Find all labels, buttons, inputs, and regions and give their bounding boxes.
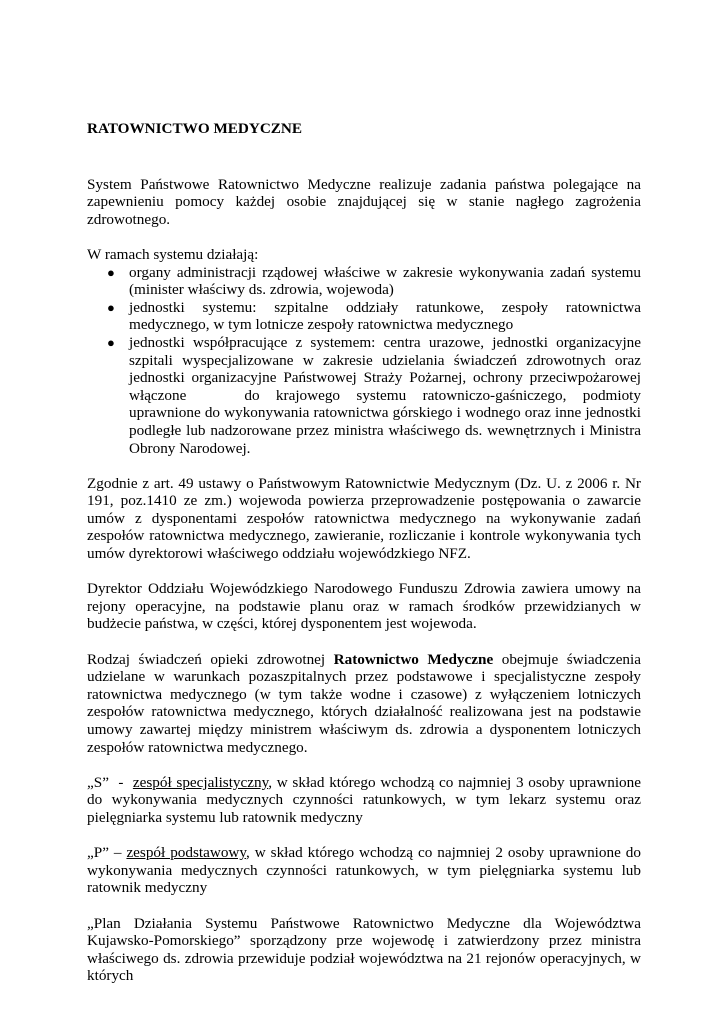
service-kind-text-start: Rodzaj świadczeń opieki zdrowotnej	[87, 650, 334, 668]
list-item	[87, 334, 641, 457]
team-p-prefix: „P” –	[87, 844, 127, 862]
system-units-list	[87, 264, 641, 458]
list-item-text-continued: do krajowego systemu ratowniczo-gaśniczego, podmioty uprawnione do wykonywania ratownictwa górskiego i wodnego oraz inne jednostki podległe lub nadzorowane przez ministra właściwego ds. wewnętrznych i Ministra Obrony Narodowej.	[129, 386, 641, 457]
service-kind-paragraph	[87, 651, 641, 757]
team-p-paragraph	[87, 844, 641, 897]
list-item-text: organy administracji rządowej właściwe w zakresie wykonywania zadań systemu (minister właściwy ds. zdrowia, wojewoda)	[129, 263, 641, 299]
team-p-description: , w skład którego wchodzą co najmniej 2 osoby uprawnione do wykonywania medycznych czynności ratunkowych, w tym pielęgniarka systemu lub ratownik medyczny	[87, 844, 641, 897]
bullet-icon: ●	[107, 264, 115, 280]
list-item	[87, 264, 641, 299]
document-body	[87, 120, 641, 1003]
list-item-text: jednostki współpracujące z systemem: centra urazowe, jednostki organizacyjne szpitali wyspecjalizowane w zakresie udzielania świadczeń zdrowotnych oraz jednostki organizacyjne Państwowej Straży Pożarnej, ochrony przeciwpożarowej włączone	[129, 333, 641, 404]
list-item	[87, 299, 641, 334]
team-s-name: zespół specjalistyczny	[132, 773, 269, 791]
team-s-prefix: „S” -	[87, 773, 133, 791]
document-title: RATOWNICTWO MEDYCZNE	[87, 120, 303, 137]
list-label: W ramach systemu działają:	[87, 245, 259, 263]
service-kind-bold-term: Ratownictwo Medyczne	[333, 650, 494, 668]
director-paragraph: Dyrektor Oddziału Wojewódzkiego Narodowego Funduszu Zdrowia zawiera umowy na rejony operacyjne, na podstawie planu oraz w ramach środków przewidzianych w budżecie państwa, w części, której dysponentem jest wojewoda.	[87, 580, 641, 633]
intro-paragraph: System Państwowe Ratownictwo Medyczne realizuje zadania państwa polegające na zapewnieniu pomocy każdej osobie znajdującej się w stanie nagłego zagrożenia zdrowotnego.	[87, 175, 641, 228]
bullet-icon: ●	[107, 334, 115, 350]
law-paragraph: Zgodnie z art. 49 ustawy o Państwowym Ratownictwie Medycznym (Dz. U. z 2006 r. Nr 191, poz.1410 ze zm.) wojewoda powierza przeprowadzenie postępowania o zawarcie umów z dysponentami zespołów ratownictwa medycznego na wykonywanie zadań zespołów ratownictwa medycznego, zawieranie, rozliczanie i kontrole wykonywania tych umów dyrektorowi właściwego oddziału wojewódzkiego NFZ.	[87, 474, 641, 563]
team-s-paragraph	[87, 774, 641, 827]
service-kind-text-end: obejmuje świadczenia udzielane w warunkach pozaszpitalnych przez podstawowe i specjalistyczne zespoły ratownictwa medycznego (w tym także wodne i czasowe) z wyłączeniem lotniczych zespołów ratownictwa medycznego, których działalność realizowana jest na podstawie umowy zawartej między ministrem właściwym ds. zdrowia a dysponentem lotniczych zespołów ratownictwa medycznego.	[87, 650, 641, 756]
team-s-description: , w skład którego wchodzą co najmniej 3 osoby uprawnione do wykonywania medycznych czynności ratunkowych, w tym lekarz systemu oraz pielęgniarka systemu lub ratownik medyczny	[87, 773, 641, 826]
list-item-text: jednostki systemu: szpitalne oddziały ratunkowe, zespoły ratownictwa medycznego, w tym lotnicze zespoły ratownictwa medycznego	[129, 298, 641, 334]
bullet-icon: ●	[107, 299, 115, 315]
team-p-name: zespół podstawowy	[126, 844, 246, 862]
plan-paragraph: „Plan Działania Systemu Państwowe Ratownictwo Medyczne dla Województwa Kujawsko-Pomorskiego” sporządzony prze wojewodę i zatwierdzony przez ministra właściwego ds. zdrowia przewiduje podział województwa na 21 rejonów operacyjnych, w których	[87, 914, 641, 985]
